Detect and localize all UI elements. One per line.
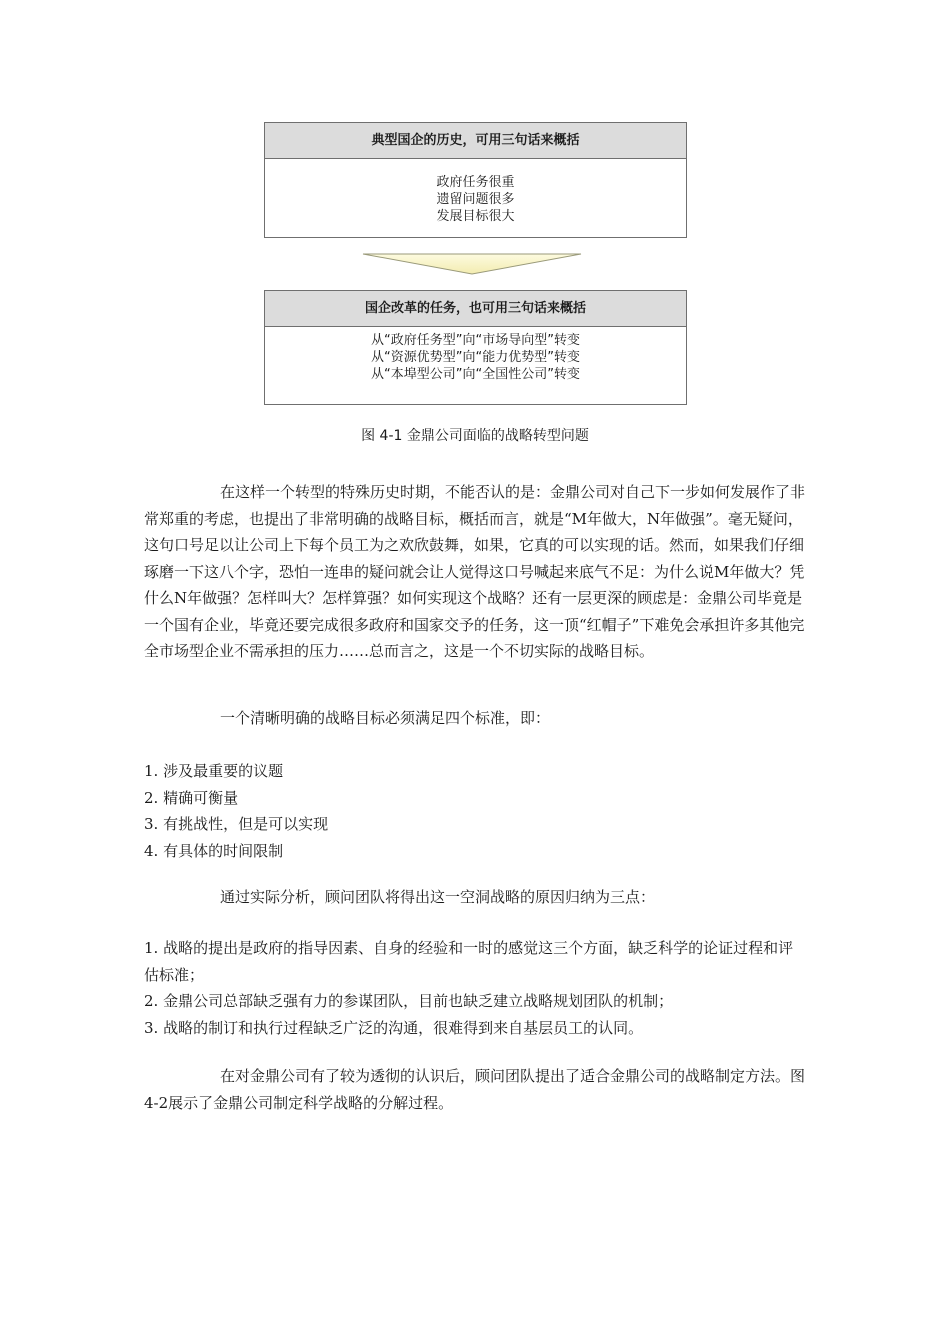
paragraph-4: 在对金鼎公司有了较为透彻的认识后，顾问团队提出了适合金鼎公司的战略制定方法。图4-2展示了金鼎公司制定科学战略的分解过程。 xyxy=(144,1067,806,1112)
reform-line: 从“政府任务型”向“市场导向型”转变 xyxy=(371,333,580,348)
history-box-header: 典型国企的历史，可用三句话来概括 xyxy=(265,123,686,159)
list-item: 1. 战略的提出是政府的指导因素、自身的经验和一时的感觉这三个方面，缺乏科学的论证过程和评估标准； xyxy=(144,939,794,984)
criteria-list xyxy=(144,758,806,864)
reform-box-body xyxy=(265,327,686,383)
reasons-list xyxy=(144,935,806,1041)
list-item: 2. 精确可衡量 xyxy=(144,788,239,807)
paragraph-2: 一个清晰明确的战略目标必须满足四个标准，即： xyxy=(220,709,551,727)
list-item: 3. 有挑战性，但是可以实现 xyxy=(144,815,329,833)
reform-line: 从“资源优势型”向“能力优势型”转变 xyxy=(371,350,580,365)
paragraph-3: 通过实际分析，顾问团队将得出这一空洞战略的原因归纳为三点： xyxy=(220,888,656,906)
down-arrow-icon xyxy=(362,253,582,275)
reform-box xyxy=(264,290,687,405)
list-item: 3. 战略的制订和执行过程缺乏广泛的沟通，很难得到来自基层员工的认同。 xyxy=(144,1018,644,1037)
list-item: 2. 金鼎公司总部缺乏强有力的参谋团队，目前也缺乏建立战略规划团队的机制； xyxy=(144,992,674,1010)
history-box xyxy=(264,122,687,238)
body-section-1 xyxy=(144,479,806,665)
figure-caption: 图 4-1 金鼎公司面临的战略转型问题 xyxy=(361,428,589,444)
reform-line: 从“本埠型公司”向“全国性公司”转变 xyxy=(371,367,580,382)
body-section-3 xyxy=(144,884,806,911)
list-item: 4. 有具体的时间限制 xyxy=(144,841,284,860)
history-box-body xyxy=(265,159,686,225)
body-section-2 xyxy=(144,705,806,732)
history-line: 遗留问题很多 xyxy=(436,192,515,207)
history-line: 发展目标很大 xyxy=(436,209,515,224)
reform-box-header: 国企改革的任务，也可用三句话来概括 xyxy=(265,291,686,327)
list-item: 1. 涉及最重要的议题 xyxy=(144,762,284,780)
body-section-4 xyxy=(144,1063,806,1116)
history-line: 政府任务很重 xyxy=(436,175,515,190)
paragraph-1: 在这样一个转型的特殊历史时期，不能否认的是：金鼎公司对自己下一步如何发展作了非常郑重的考虑，也提出了非常明确的战略目标，概括而言，就是“M年做大，N年做强”。毫无疑问，这句口号足以让公司上下每个员工为之欢欣鼓舞，如果，它真的可以实现的话。然而，如果我们仔细琢磨一下这八个字，恐怕一连串的疑问就会让人觉得这口号喊起来底气不足：为什么说M年做大？凭什么N年做强？怎样叫大？怎样算强？如何实现这个战略？还有一层更深的顾虑是：金鼎公司毕竟是一个国有企业，毕竟还要完成很多政府和国家交予的任务，这一顶“红帽子”下难免会承担许多其他完全市场型企业不需承担的压力……总而言之，这是一个不切实际的战略目标。 xyxy=(144,483,806,660)
